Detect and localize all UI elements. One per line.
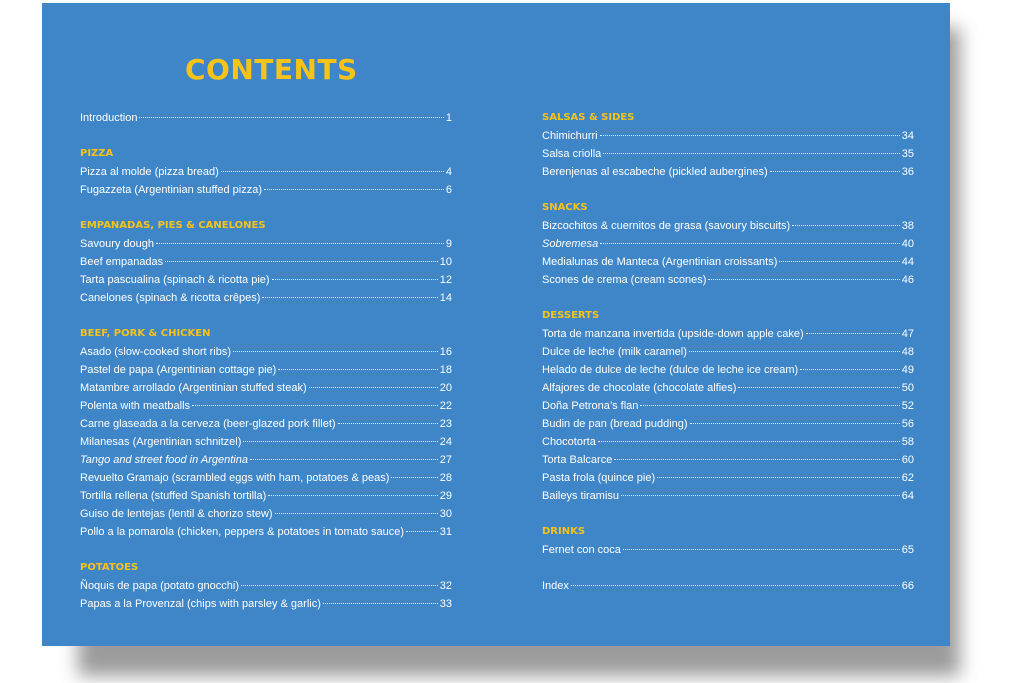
entry-title: Milanesas (Argentinian schnitzel) xyxy=(80,436,242,448)
entry-page-number: 49 xyxy=(901,364,914,376)
toc-entry xyxy=(542,163,914,181)
toc-entry xyxy=(80,361,452,379)
dot-leader xyxy=(250,459,438,460)
entry-title: Introduction xyxy=(80,112,138,124)
section-spacer xyxy=(542,289,914,307)
entry-page-number: 20 xyxy=(439,382,452,394)
entry-title: Papas a la Provenzal (chips with parsley & garlic) xyxy=(80,598,321,610)
section-heading-pizza: PIZZA xyxy=(80,148,114,159)
entry-title: Pizza al molde (pizza bread) xyxy=(80,166,219,178)
toc-entry xyxy=(80,487,452,505)
entry-title: Berenjenas al escabeche (pickled aubergines) xyxy=(542,166,768,178)
dot-leader xyxy=(600,243,899,244)
entry-page-number: 4 xyxy=(445,166,452,178)
section-spacer xyxy=(80,127,452,145)
dot-leader xyxy=(614,459,899,460)
entry-title: Matambre arrollado (Argentinian stuffed steak) xyxy=(80,382,307,394)
entry-page-number: 47 xyxy=(901,328,914,340)
dot-leader xyxy=(272,279,438,280)
toc-entry xyxy=(542,217,914,235)
dot-leader xyxy=(241,585,438,586)
entry-title: Asado (slow-cooked short ribs) xyxy=(80,346,232,358)
toc-entry xyxy=(542,253,914,271)
section-heading-snacks: SNACKS xyxy=(542,202,588,213)
entry-title: Fernet con coca xyxy=(542,544,621,556)
entry-title: Medialunas de Manteca (Argentinian croissants) xyxy=(542,256,778,268)
entry-page-number: 65 xyxy=(901,544,914,556)
toc-entry xyxy=(542,325,914,343)
entry-page-number: 12 xyxy=(439,274,452,286)
entry-title: Tango and street food in Argentina xyxy=(80,454,248,466)
section-heading-empanadas-pies-canelones: EMPANADAS, PIES & CANELONES xyxy=(80,220,266,231)
toc-entry xyxy=(80,433,452,451)
entry-page-number: 38 xyxy=(901,220,914,232)
dot-leader xyxy=(221,171,444,172)
entry-page-number: 1 xyxy=(445,112,452,124)
entry-title: Pastel de papa (Argentinian cottage pie) xyxy=(80,364,277,376)
dot-leader xyxy=(600,135,900,136)
dot-leader xyxy=(264,189,444,190)
dot-leader xyxy=(278,369,437,370)
section-heading-salsas-sides: SALSAS & SIDES xyxy=(542,112,635,123)
entry-page-number: 29 xyxy=(439,490,452,502)
toc-entry xyxy=(542,469,914,487)
toc-entry xyxy=(80,343,452,361)
toc-entry xyxy=(80,271,452,289)
toc-entry xyxy=(542,145,914,163)
section-spacer xyxy=(80,541,452,559)
entry-title: Savoury dough xyxy=(80,238,154,250)
toc-entry xyxy=(542,397,914,415)
dot-leader xyxy=(708,279,899,280)
dot-leader xyxy=(779,261,899,262)
toc-entry xyxy=(542,235,914,253)
entry-page-number: 60 xyxy=(901,454,914,466)
entry-page-number: 35 xyxy=(901,148,914,160)
entry-page-number: 50 xyxy=(901,382,914,394)
toc-entry xyxy=(80,505,452,523)
entry-page-number: 58 xyxy=(901,436,914,448)
entry-title: Salsa criolla xyxy=(542,148,602,160)
dot-leader xyxy=(139,117,443,118)
entry-title: Doña Petrona’s flan xyxy=(542,400,639,412)
toc-entry xyxy=(80,253,452,271)
dot-leader xyxy=(603,153,899,154)
toc-entry xyxy=(542,487,914,505)
toc-entry xyxy=(542,271,914,289)
entry-page-number: 64 xyxy=(901,490,914,502)
entry-page-number: 48 xyxy=(901,346,914,358)
entry-title: Baileys tiramisu xyxy=(542,490,620,502)
dot-leader xyxy=(770,171,900,172)
dot-leader xyxy=(243,441,437,442)
dot-leader xyxy=(268,495,437,496)
entry-page-number: 30 xyxy=(439,508,452,520)
dot-leader xyxy=(806,333,900,334)
entry-page-number: 52 xyxy=(901,400,914,412)
entry-title: Polenta with meatballs xyxy=(80,400,191,412)
dot-leader xyxy=(800,369,900,370)
toc-entry xyxy=(80,577,452,595)
entry-title: Index xyxy=(542,580,569,592)
dot-leader xyxy=(323,603,438,604)
dot-leader xyxy=(640,405,899,406)
section-spacer xyxy=(542,505,914,523)
dot-leader xyxy=(689,351,900,352)
toc-entry xyxy=(80,109,452,127)
entry-page-number: 56 xyxy=(901,418,914,430)
entry-title: Chimichurri xyxy=(542,130,598,142)
entry-title: Dulce de leche (milk caramel) xyxy=(542,346,687,358)
toc-entry xyxy=(542,451,914,469)
entry-title: Beef empanadas xyxy=(80,256,164,268)
entry-page-number: 6 xyxy=(445,184,452,196)
dot-leader xyxy=(233,351,438,352)
dot-leader xyxy=(621,495,900,496)
dot-leader xyxy=(792,225,900,226)
toc-entry xyxy=(542,415,914,433)
entry-page-number: 31 xyxy=(439,526,452,538)
toc-entry xyxy=(542,361,914,379)
dot-leader xyxy=(571,585,900,586)
toc-entry xyxy=(80,163,452,181)
entry-title: Bizcochitos & cuernitos de grasa (savoury biscuits) xyxy=(542,220,791,232)
dot-leader xyxy=(262,297,437,298)
dot-leader xyxy=(391,477,437,478)
entry-title: Scones de crema (cream scones) xyxy=(542,274,707,286)
dot-leader xyxy=(738,387,899,388)
toc-entry xyxy=(80,451,452,469)
section-heading-potatoes: POTATOES xyxy=(80,562,139,573)
dot-leader xyxy=(690,423,900,424)
entry-page-number: 33 xyxy=(439,598,452,610)
entry-title: Sobremesa xyxy=(542,238,599,250)
right-column xyxy=(542,109,914,595)
contents-page xyxy=(42,3,950,646)
dot-leader xyxy=(156,243,444,244)
dot-leader xyxy=(309,387,438,388)
entry-title: Ñoquis de papa (potato gnocchi) xyxy=(80,580,239,592)
toc-entry xyxy=(542,379,914,397)
toc-entry xyxy=(80,181,452,199)
entry-page-number: 62 xyxy=(901,472,914,484)
dot-leader xyxy=(623,549,900,550)
toc-entry xyxy=(80,289,452,307)
toc-entry xyxy=(80,397,452,415)
entry-title: Guiso de lentejas (lentil & chorizo stew) xyxy=(80,508,273,520)
entry-title: Tarta pascualina (spinach & ricotta pie) xyxy=(80,274,270,286)
entry-title: Pasta frola (quince pie) xyxy=(542,472,656,484)
section-heading-drinks: DRINKS xyxy=(542,526,586,537)
toc-entry xyxy=(542,577,914,595)
section-spacer xyxy=(542,181,914,199)
dot-leader xyxy=(338,423,438,424)
entry-title: Tortilla rellena (stuffed Spanish tortilla) xyxy=(80,490,267,502)
dot-leader xyxy=(275,513,438,514)
entry-page-number: 23 xyxy=(439,418,452,430)
toc-entry xyxy=(80,415,452,433)
entry-title: Canelones (spinach & ricotta crêpes) xyxy=(80,292,261,304)
toc-entry xyxy=(80,523,452,541)
entry-page-number: 34 xyxy=(901,130,914,142)
entry-title: Alfajores de chocolate (chocolate alfies) xyxy=(542,382,737,394)
toc-entry xyxy=(542,433,914,451)
entry-page-number: 14 xyxy=(439,292,452,304)
toc-entry xyxy=(80,595,452,613)
entry-title: Chocotorta xyxy=(542,436,596,448)
section-spacer xyxy=(80,199,452,217)
section-spacer xyxy=(542,559,914,577)
entry-page-number: 28 xyxy=(439,472,452,484)
entry-page-number: 24 xyxy=(439,436,452,448)
left-column xyxy=(80,109,452,613)
entry-page-number: 46 xyxy=(901,274,914,286)
toc-entry xyxy=(542,343,914,361)
section-spacer xyxy=(80,307,452,325)
entry-title: Helado de dulce de leche (dulce de leche ice cream) xyxy=(542,364,799,376)
page-title: CONTENTS xyxy=(185,53,358,86)
entry-page-number: 10 xyxy=(439,256,452,268)
entry-page-number: 22 xyxy=(439,400,452,412)
entry-page-number: 36 xyxy=(901,166,914,178)
toc-entry xyxy=(542,541,914,559)
entry-page-number: 66 xyxy=(901,580,914,592)
toc-entry xyxy=(542,127,914,145)
section-heading-desserts: DESSERTS xyxy=(542,310,600,321)
toc-entry xyxy=(80,469,452,487)
entry-title: Torta Balcarce xyxy=(542,454,613,466)
entry-title: Revuelto Gramajo (scrambled eggs with ham, potatoes & peas) xyxy=(80,472,390,484)
entry-page-number: 32 xyxy=(439,580,452,592)
entry-page-number: 16 xyxy=(439,346,452,358)
entry-title: Fugazzeta (Argentinian stuffed pizza) xyxy=(80,184,263,196)
dot-leader xyxy=(406,531,438,532)
dot-leader xyxy=(598,441,900,442)
entry-title: Torta de manzana invertida (upside-down apple cake) xyxy=(542,328,804,340)
dot-leader xyxy=(657,477,900,478)
dot-leader xyxy=(165,261,438,262)
entry-page-number: 9 xyxy=(445,238,452,250)
entry-page-number: 40 xyxy=(901,238,914,250)
entry-page-number: 44 xyxy=(901,256,914,268)
toc-entry xyxy=(80,379,452,397)
entry-title: Carne glaseada a la cerveza (beer-glazed pork fillet) xyxy=(80,418,336,430)
entry-title: Pollo a la pomarola (chicken, peppers & potatoes in tomato sauce) xyxy=(80,526,405,538)
dot-leader xyxy=(192,405,438,406)
entry-page-number: 27 xyxy=(439,454,452,466)
entry-page-number: 18 xyxy=(439,364,452,376)
section-heading-beef-pork-chicken: BEEF, PORK & CHICKEN xyxy=(80,328,211,339)
toc-entry xyxy=(80,235,452,253)
entry-title: Budin de pan (bread pudding) xyxy=(542,418,688,430)
